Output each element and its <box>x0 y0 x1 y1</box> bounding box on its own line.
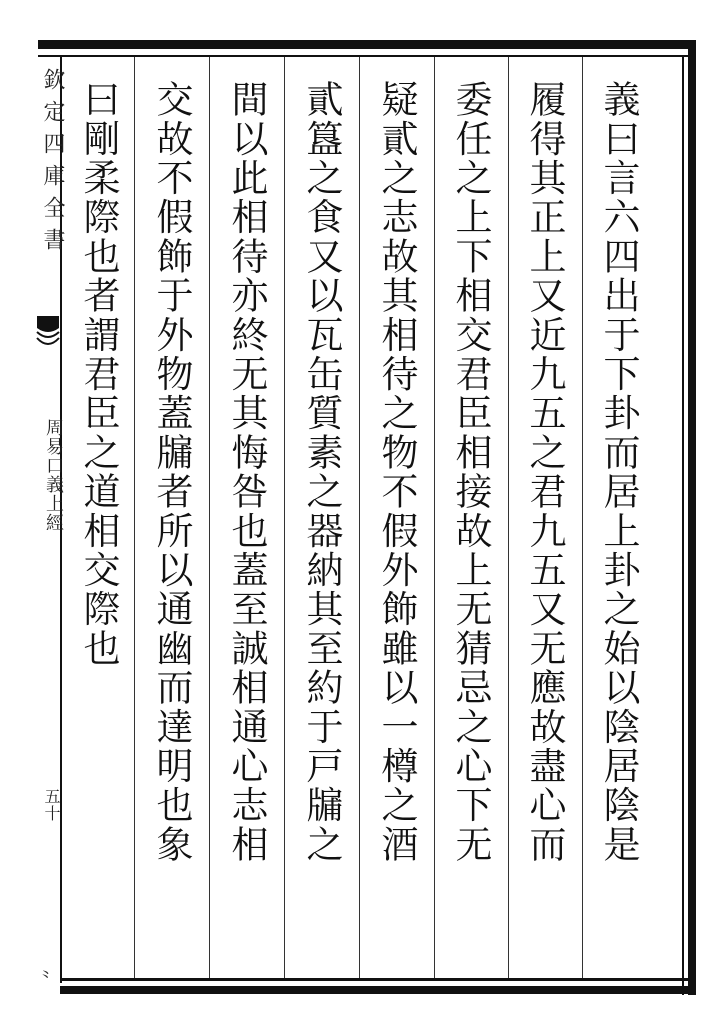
text-column: 履得其正上又近九五之君九五又无應故盡心而 <box>523 80 566 864</box>
fish-tail-mark-icon <box>35 314 61 354</box>
column-rule <box>582 57 583 978</box>
frame-top-inner-border <box>38 55 690 57</box>
frame-right-border <box>688 40 696 995</box>
column-rule <box>134 57 135 978</box>
text-column: 疑貳之志故其相待之物不假外飾雖以一樽之酒 <box>375 80 418 864</box>
column-rule <box>284 57 285 978</box>
column-rule <box>359 57 360 978</box>
text-column: 間以此相待亦終无其悔咎也蓋至誠相通心志相 <box>225 80 268 864</box>
text-column: 曰剛柔際也者謂君臣之道相交際也 <box>77 80 120 668</box>
frame-bottom-inner-border <box>60 978 690 981</box>
frame-right-inner-border <box>682 55 684 995</box>
text-column: 交故不假飾于外物蓋牖者所以通幽而達明也象 <box>150 80 193 864</box>
collection-title: 欽定四庫全書 <box>40 68 65 260</box>
text-column: 貳簋之食又以瓦缶質素之器納其至約于戸牖之 <box>300 80 343 864</box>
text-column: 委任之上下相交君臣相接故上无猜忌之心下无 <box>449 80 492 864</box>
text-column: 義曰言六四出于下卦而居上卦之始以陰居陰是 <box>597 80 640 864</box>
frame-bottom-border <box>60 986 694 994</box>
column-rule <box>209 57 210 978</box>
book-title: 周易口義上經 <box>43 418 64 532</box>
frame-top-border <box>38 40 694 49</box>
page-number: 五十 <box>42 788 61 822</box>
margin-footer-mark: ⺀ <box>38 968 55 987</box>
column-rule <box>434 57 435 978</box>
column-rule <box>508 57 509 978</box>
